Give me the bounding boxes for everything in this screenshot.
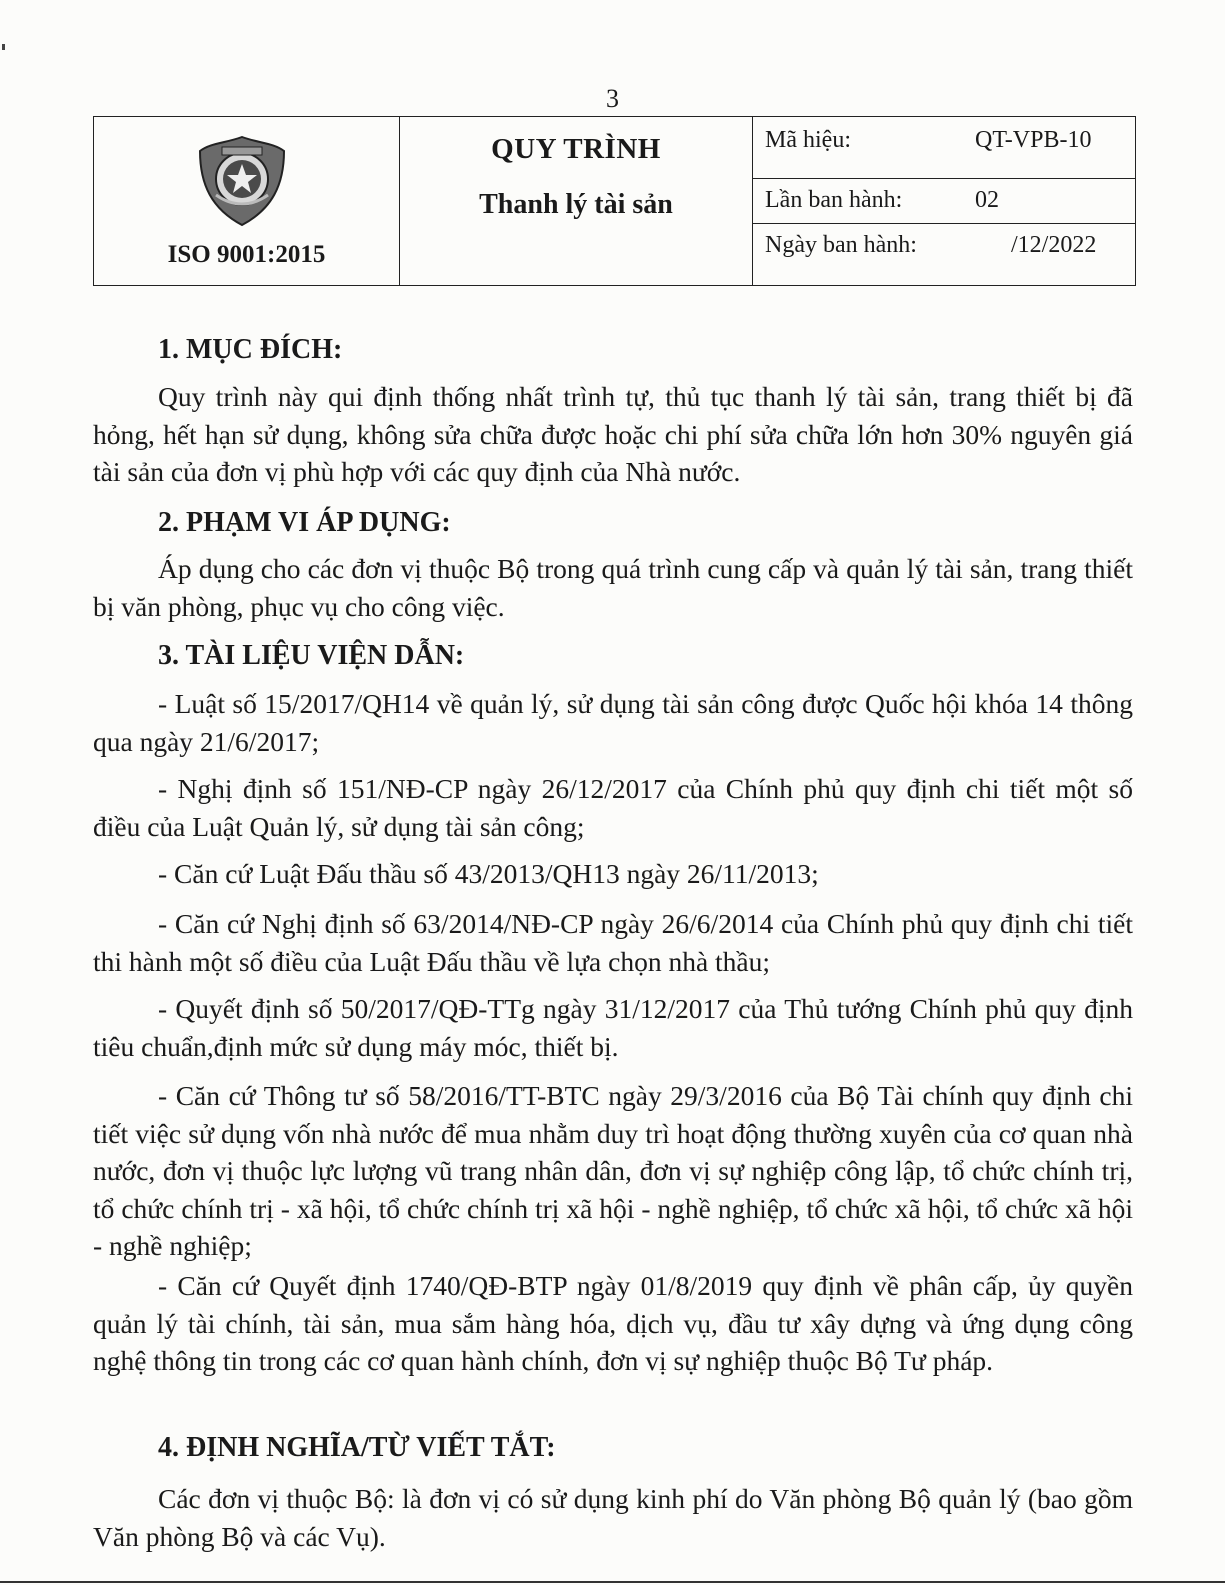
- document-type: QUY TRÌNH: [491, 133, 661, 165]
- code-row: [753, 117, 1135, 179]
- code-value: QT-VPB-10: [975, 127, 1092, 153]
- date-value: /12/2022: [1011, 232, 1097, 258]
- reference-item: - Căn cứ Luật Đấu thầu số 43/2013/QH13 ngày 26/11/2013;: [158, 858, 819, 889]
- document-header-table: [93, 116, 1136, 286]
- scan-mark: [2, 44, 5, 50]
- section-4-heading: 4. ĐỊNH NGHĨA/TỪ VIẾT TẮT:: [158, 1432, 556, 1463]
- reference-item: - Căn cứ Quyết định 1740/QĐ-BTP ngày 01/8/2019 quy định về phân cấp, ủy quyền quản lý tài chính, tài sản, mua sắm hàng hóa, dịch vụ, đầu tư xây dựng và ứng dụng công nghệ thông tin trong các cơ quan hành chính, đơn vị sự nghiệp thuộc Bộ Tư pháp.: [93, 1270, 1133, 1376]
- meta-cell: [753, 117, 1136, 286]
- reference-item: - Căn cứ Thông tư số 58/2016/TT-BTC ngày 29/3/2016 của Bộ Tài chính quy định chi tiết việc sử dụng vốn nhà nước để mua nhằm duy trì hoạt động thường xuyên của cơ quan nhà nước, đơn vị thuộc lực lượng vũ trang nhân dân, đơn vị sự nghiệp công lập, tổ chức chính trị, tổ chức chính trị - xã hội, tổ chức chính trị xã hội - nghề nghiệp, tổ chức xã hội, tổ chức xã hội - nghề nghiệp;: [93, 1080, 1133, 1261]
- page-number: 3: [606, 84, 619, 113]
- issue-row: [753, 179, 1135, 224]
- police-emblem-icon: [194, 133, 290, 229]
- reference-item: - Nghị định số 151/NĐ-CP ngày 26/12/2017 của Chính phủ quy định chi tiết một số điều của Luật Quản lý, sử dụng tài sản công;: [93, 773, 1133, 842]
- issue-value: 02: [975, 187, 999, 213]
- document-title: Thanh lý tài sản: [479, 189, 673, 220]
- section-4-paragraph: Các đơn vị thuộc Bộ: là đơn vị có sử dụng kinh phí do Văn phòng Bộ quản lý (bao gồm Văn phòng Bộ và các Vụ).: [93, 1483, 1133, 1552]
- section-3-heading: 3. TÀI LIỆU VIỆN DẪN:: [158, 640, 465, 671]
- date-row: [753, 224, 1135, 284]
- iso-standard-label: ISO 9001:2015: [167, 241, 326, 268]
- section-1-paragraph: Quy trình này qui định thống nhất trình tự, thủ tục thanh lý tài sản, trang thiết bị đã hỏng, hết hạn sử dụng, không sửa chữa được hoặc chi phí sửa chữa lớn hơn 30% nguyên giá tài sản của đơn vị phù hợp với các quy định của Nhà nước.: [93, 381, 1133, 487]
- date-label: Ngày ban hành:: [765, 232, 917, 258]
- scan-bottom-edge: [0, 1581, 1225, 1583]
- code-label: Mã hiệu:: [765, 127, 851, 153]
- reference-item: - Luật số 15/2017/QH14 về quản lý, sử dụng tài sản công được Quốc hội khóa 14 thông qua ngày 21/6/2017;: [93, 688, 1133, 757]
- reference-item: - Quyết định số 50/2017/QĐ-TTg ngày 31/12/2017 của Thủ tướng Chính phủ quy định tiêu chuẩn,định mức sử dụng máy móc, thiết bị.: [93, 993, 1133, 1062]
- section-2-paragraph: Áp dụng cho các đơn vị thuộc Bộ trong quá trình cung cấp và quản lý tài sản, trang thiết bị văn phòng, phục vụ cho công việc.: [93, 553, 1133, 622]
- section-1-heading: 1. MỤC ĐÍCH:: [158, 334, 343, 365]
- reference-item: - Căn cứ Nghị định số 63/2014/NĐ-CP ngày 26/6/2014 của Chính phủ quy định chi tiết thi hành một số điều của Luật Đấu thầu về lựa chọn nhà thầu;: [93, 908, 1133, 977]
- logo-cell: [94, 117, 400, 286]
- issue-label: Lần ban hành:: [765, 187, 903, 213]
- title-cell: [400, 117, 753, 286]
- section-2-heading: 2. PHẠM VI ÁP DỤNG:: [158, 507, 451, 538]
